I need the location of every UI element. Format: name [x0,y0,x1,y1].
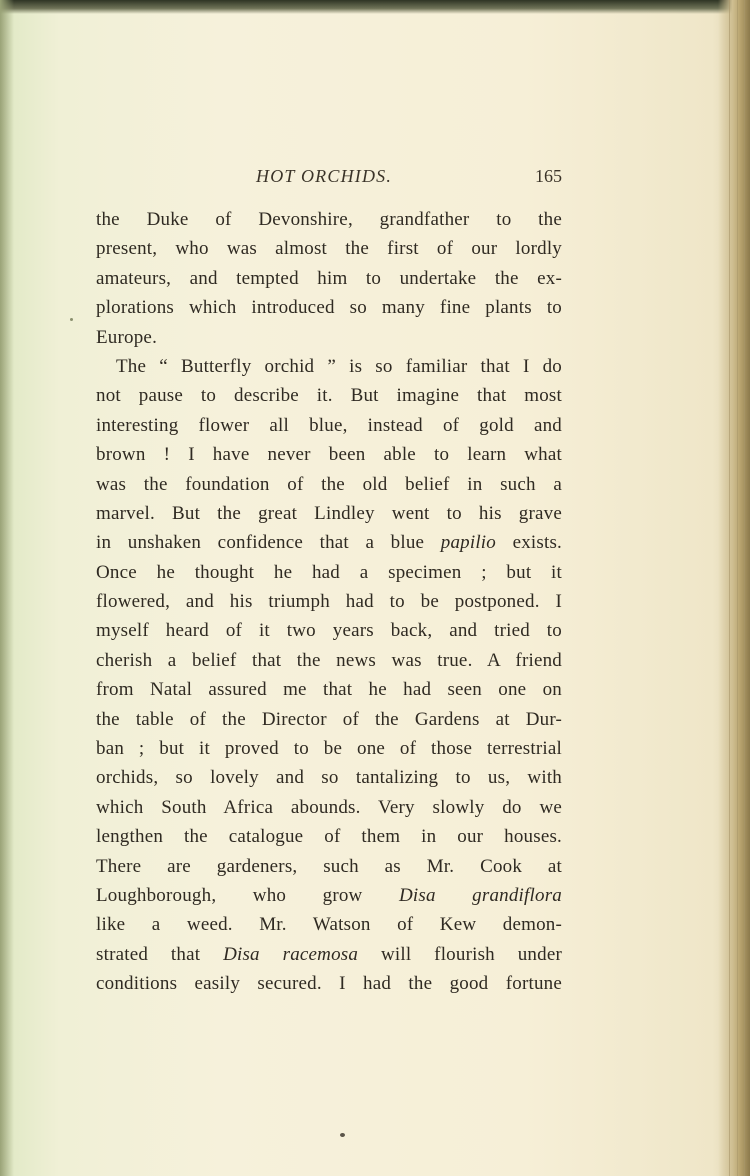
text-span: Europe. [96,326,158,348]
running-title: HOT ORCHIDS. [256,166,393,186]
text-span: from Natal assured me that he had seen one on [96,679,562,701]
text-line [96,705,562,734]
text-line [96,352,562,381]
ink-speck [340,1133,345,1137]
fore-edge-line [737,0,738,1176]
text-line [96,587,562,616]
text-line [96,881,562,910]
text-line [96,470,562,499]
text-span: lengthen the catalogue of them in our houses. [96,826,562,848]
text-span: Once he thought he had a specimen ; but it [96,561,562,583]
text-span: was the foundation of the old belief in such a [96,473,562,495]
text-line [96,323,562,352]
text-line [96,763,562,792]
text-line [96,852,562,881]
text-line [96,910,562,939]
text-span: present, who was almost the first of our lordly [96,238,562,260]
italic-text: papilio [440,532,496,554]
text-span: exists. [496,532,562,554]
text-span: conditions easily secured. I had the good fortune [96,973,562,995]
italic-text: Disa racemosa [223,943,359,965]
text-line [96,734,562,763]
text-line [96,616,562,645]
text-line [96,205,562,234]
text-span: plorations which introduced so many fine plants to [96,297,562,319]
ink-speck [70,318,73,321]
text-line [96,499,562,528]
text-line [96,822,562,851]
text-span: Loughborough, who grow [96,884,399,906]
text-line [96,234,562,263]
text-span: myself heard of it two years back, and tried to [96,620,562,642]
text-line [96,969,562,998]
text-span: strated that [96,943,224,965]
text-span: amateurs, and tempted him to undertake the ex- [96,267,562,289]
text-span: There are gardeners, such as Mr. Cook at [96,855,562,877]
text-line [96,558,562,587]
page-fore-edge [718,0,750,1176]
text-span: orchids, so lovely and so tantalizing to us, with [96,767,562,789]
text-span: interesting flower all blue, instead of gold and [96,414,562,436]
text-span: not pause to describe it. But imagine that most [96,385,562,407]
text-line [96,793,562,822]
text-line [96,264,562,293]
text-span: will flourish under [358,943,562,965]
text-line [96,675,562,704]
text-line [96,411,562,440]
text-span: which South Africa abounds. Very slowly do we [96,796,562,818]
italic-text: Disa grandiflora [398,884,562,906]
page-gutter-shadow [0,0,14,1176]
text-span: marvel. But the great Lindley went to his grave [96,502,562,524]
page-top-edge [0,0,750,14]
text-span: cherish a belief that the news was true. A friend [96,649,562,671]
text-line [96,646,562,675]
text-line [96,293,562,322]
text-span: The “ Butterfly orchid ” is so familiar that I do [116,355,562,377]
text-span: like a weed. Mr. Watson of Kew demon- [96,914,562,936]
text-span: the Duke of Devonshire, grandfather to the [96,209,562,230]
page-number: 165 [535,166,562,186]
fore-edge-line [744,0,745,1176]
text-line [96,440,562,469]
fore-edge-line [729,0,730,1176]
body-text [96,205,562,999]
text-span: the table of the Director of the Gardens at Dur- [96,708,562,730]
text-span: brown ! I have never been able to learn what [96,444,562,466]
text-line [96,381,562,410]
text-line [96,940,562,969]
running-header [96,166,562,192]
text-span: in unshaken confidence that a blue [96,532,441,554]
text-span: flowered, and his triumph had to be postponed. I [96,591,562,613]
text-span: ban ; but it proved to be one of those terrestrial [96,738,562,760]
text-line [96,528,562,557]
